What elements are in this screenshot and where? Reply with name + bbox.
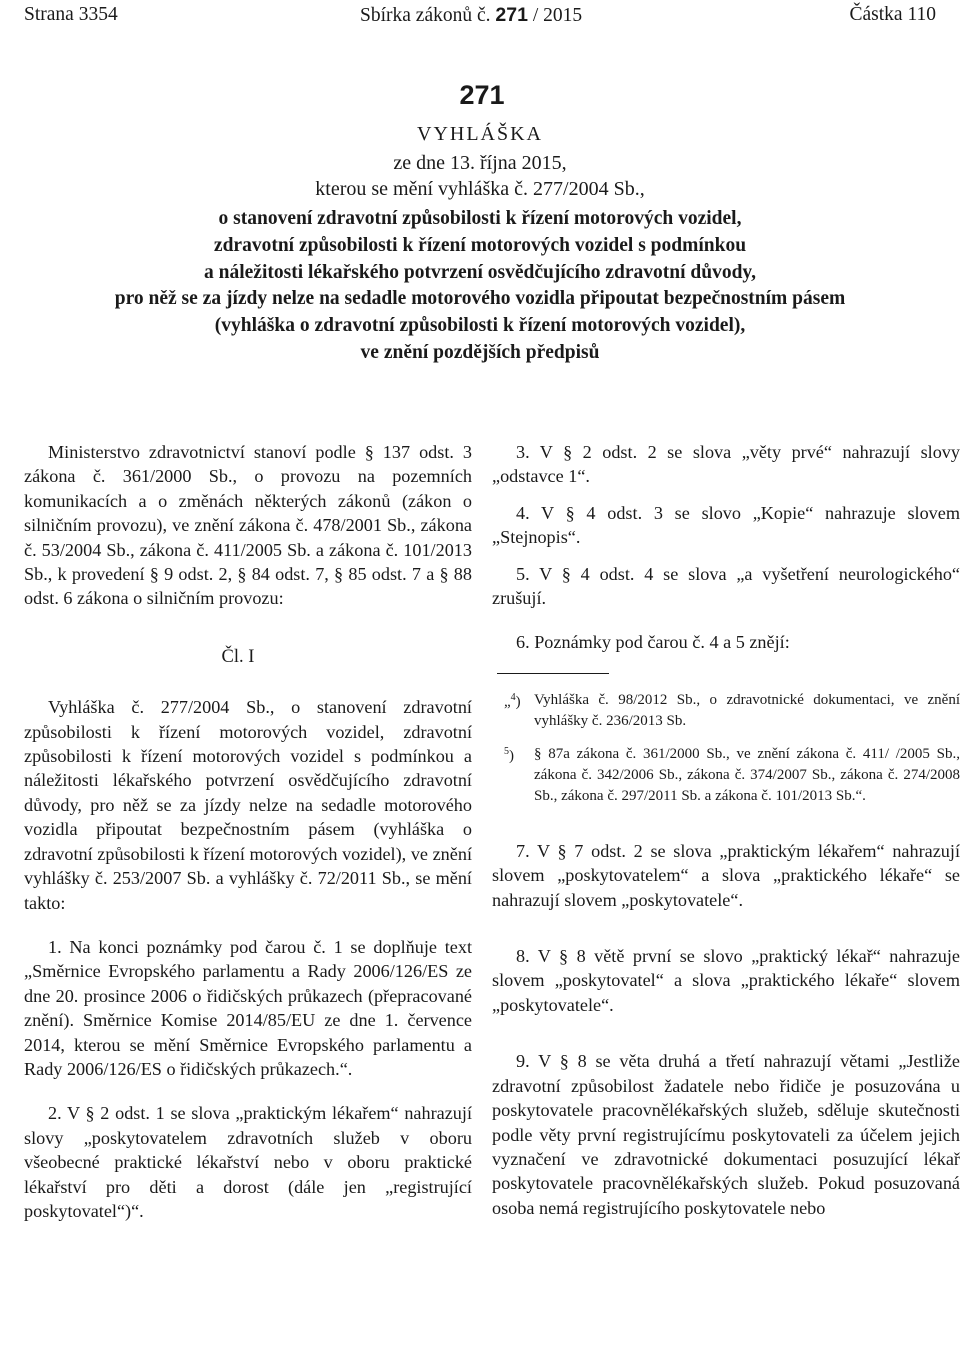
subject-line: ve znění pozdějších předpisů — [360, 341, 600, 363]
date-line: ze dne 13. října 2015, — [393, 152, 567, 174]
collection-number: 271 — [495, 4, 528, 26]
amendment-point-2: 2. V § 2 odst. 1 se slova „praktickým lékařem“ nahrazují slovy „poskytovatelem zdravotních služeb v oboru všeobecné praktické lékařství nebo v oboru praktické lékařství pro děti a dorost (dále jen „registrující poskytovatel“)“. — [24, 1103, 472, 1221]
document-type: VYHLÁŠKA — [417, 123, 543, 145]
title-block — [0, 80, 960, 367]
left-column — [24, 440, 472, 1223]
footnote-5 — [492, 744, 960, 807]
collection-label: Sbírka zákonů č. — [360, 5, 491, 26]
collection-year: / 2015 — [532, 5, 583, 26]
footnote-4 — [492, 690, 960, 732]
amendment-point-7: 7. V § 7 odst. 2 se slova „praktickým lékařem“ nahrazují slovem „poskytovatelem“ a slova „praktického lékaře“ se nahrazují slovem „poskytovatele“. — [492, 840, 960, 910]
footnote-5-text: § 87a zákona č. 361/2000 Sb., ve znění zákona č. 411/ /2005 Sb., zákona č. 342/2006 Sb., zákona č. 374/2007 Sb., zákona č. 274/2008 Sb., zákona č. 297/2011 Sb. a zákona č. 101/2013 Sb.“. — [534, 745, 960, 804]
amendment-point-6: 6. Poznámky pod čarou č. 4 a 5 znějí: — [516, 632, 790, 653]
page-number: Strana 3354 — [24, 4, 118, 25]
amendment-point-4: 4. V § 4 odst. 3 se slovo „Kopie“ nahrazuje slovem „Stejnopis“. — [492, 502, 960, 548]
subject-line: o stanovení zdravotní způsobilosti k řízení motorových vozidel, — [218, 208, 742, 229]
footnote-4-mark: „$^4$) — [504, 691, 521, 710]
collection-title — [360, 4, 582, 27]
amends-line: kterou se mění vyhláška č. 277/2004 Sb., — [315, 178, 645, 200]
amendment-point-3: 3. V § 2 odst. 2 se slova „věty prvé“ nahrazují slovy „odstavce 1“. — [492, 442, 960, 487]
article-text: Vyhláška č. 277/2004 Sb., o stanovení zdravotní způsobilosti k řízení motorových vozidel, zdravotní způsobilosti k řízení motorových vozidel s podmínkou a náležitosti lékařského potvrzení osvědčujícího zdravotní důvody, pro něž se za jízdy nelze na sedadle motorového vozidla připoutat bezpečnostním pásem (vyhláška o zdravotní způsobilosti k řízení motorových vozidel), ve znění vyhlášky č. 253/2007 Sb. a vyhlášky č. 72/2011 Sb., se mění takto: — [24, 697, 472, 913]
subject-line: pro něž se za jízdy nelze na sedadle motorového vozidla připoutat bezpečnostním pásem — [114, 288, 846, 310]
amendment-point-5: 5. V § 4 odst. 4 se slova „a vyšetření neurologického“ zrušují. — [492, 563, 960, 609]
footnote-5-mark: $^5$) — [504, 745, 514, 764]
subject-line: a náležitosti lékařského potvrzení osvědčujícího zdravotní důvody, — [204, 261, 756, 283]
regulation-number: 271 — [459, 80, 505, 110]
subject-line: zdravotní způsobilosti k řízení motorových vozidel s podmínkou — [213, 234, 747, 256]
subject-line: (vyhláška o zdravotní způsobilosti k řízení motorových vozidel), — [214, 315, 746, 337]
article-heading: Čl. I — [221, 646, 255, 667]
subject — [0, 206, 960, 367]
amendment-point-9: 9. V § 8 se věta druhá a třetí nahrazují větami „Jestliže zdravotní způsobilost žadatele nebo řidiče je posuzována u poskytovatele pracovnělékařských služeb, sděluje skutečnosti podle věty první registrujícímu poskytovateli za účelem jejich vyznačení ve zdravotnické dokumentaci posuzující lékař poskytovatele pracovnělékařských služeb. Pokud posuzovaná osoba nemá registrujícího poskytovatele nebo — [492, 1051, 960, 1218]
preamble: Ministerstvo zdravotnictví stanoví podle § 137 odst. 3 zákona č. 361/2000 Sb., o provozu na pozemních komunikacích a o změnách některých zákonů (zákon o silničním provozu), ve znění zákona č. 478/2001 Sb., zákona č. 53/2004 Sb., zákona č. 411/2005 Sb. a zákona č. 101/2013 Sb., k provedení § 9 odst. 2, § 84 odst. 7, § 85 odst. 7 a § 88 odst. 6 zákona o silničním provozu: — [24, 442, 472, 609]
footnote-rule — [497, 673, 609, 674]
amendment-point-8: 8. V § 8 větě první se slovo „praktický lékař“ nahrazuje slovem „poskytovatel“ a slova „praktického lékaře“ slovem „poskytovatele“. — [492, 946, 960, 1015]
amendment-point-1: 1. Na konci poznámky pod čarou č. 1 se doplňuje text „Směrnice Evropského parlamentu a Rady 2006/126/ES ze dne 20. prosince 2006 o řidičských průkazech (přepracované znění). Směrnice Komise 2014/85/EU ze dne 1. července 2014, kterou se mění Směrnice Evropského parlamentu a Rady 2006/126/ES o řidičských průkazech.“. — [24, 936, 472, 1079]
right-column — [492, 440, 960, 1220]
footnote-4-text: Vyhláška č. 98/2012 Sb., o zdravotnické dokumentaci, ve znění vyhlášky č. 236/2013 Sb. — [534, 691, 960, 729]
issue-number: Částka 110 — [849, 4, 936, 25]
